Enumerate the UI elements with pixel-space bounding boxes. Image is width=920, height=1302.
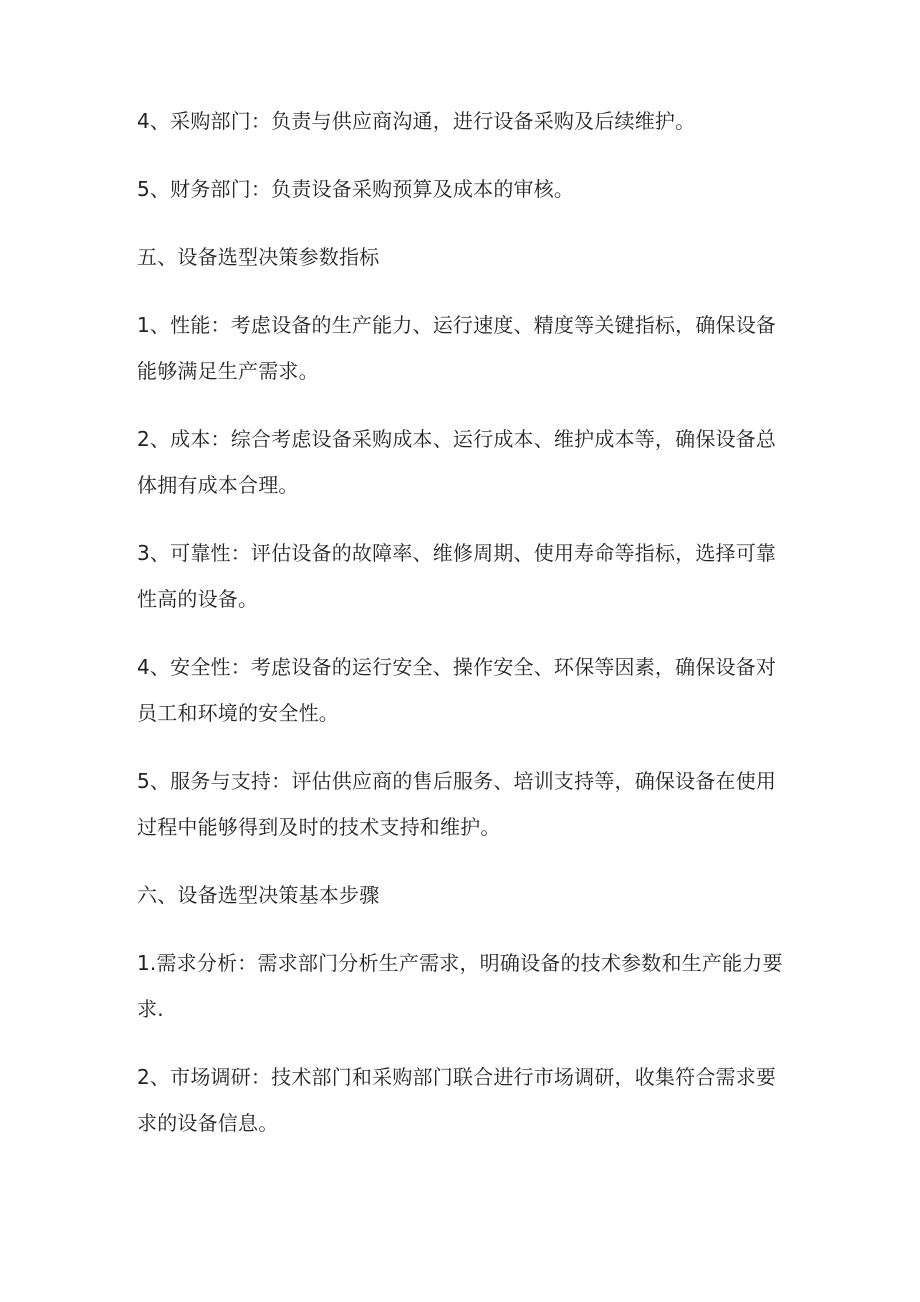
paragraph-cost: 2、成本：综合考虑设备采购成本、运行成本、维护成本等，确保设备总体拥有成本合理。 xyxy=(137,427,777,497)
paragraph-market-research: 2、市场调研：技术部门和采购部门联合进行市场调研，收集符合需求要求的设备信息。 xyxy=(137,1065,777,1135)
paragraph-purchasing-dept: 4、采购部门：负责与供应商沟通，进行设备采购及后续维护。 xyxy=(137,109,696,133)
paragraph-performance: 1、性能：考虑设备的生产能力、运行速度、精度等关键指标，确保设备能够满足生产需求。 xyxy=(137,313,777,383)
paragraph-reliability: 3、可靠性：评估设备的故障率、维修周期、使用寿命等指标，选择可靠性高的设备。 xyxy=(137,541,777,611)
section-heading-6: 六、设备选型决策基本步骤 xyxy=(137,883,380,907)
paragraph-safety: 4、安全性：考虑设备的运行安全、操作安全、环保等因素，确保设备对员工和环境的安全性。 xyxy=(137,655,777,725)
paragraph-requirement-analysis: 1.需求分析：需求部门分析生产需求，明确设备的技术参数和生产能力要求. xyxy=(137,951,783,1021)
section-heading-5: 五、设备选型决策参数指标 xyxy=(137,245,380,269)
paragraph-finance-dept: 5、财务部门：负责设备采购预算及成本的审核。 xyxy=(137,177,575,201)
document-body xyxy=(137,98,787,1168)
paragraph-service-support: 5、服务与支持：评估供应商的售后服务、培训支持等，确保设备在使用过程中能够得到及时的技术支持和维护。 xyxy=(137,769,777,839)
